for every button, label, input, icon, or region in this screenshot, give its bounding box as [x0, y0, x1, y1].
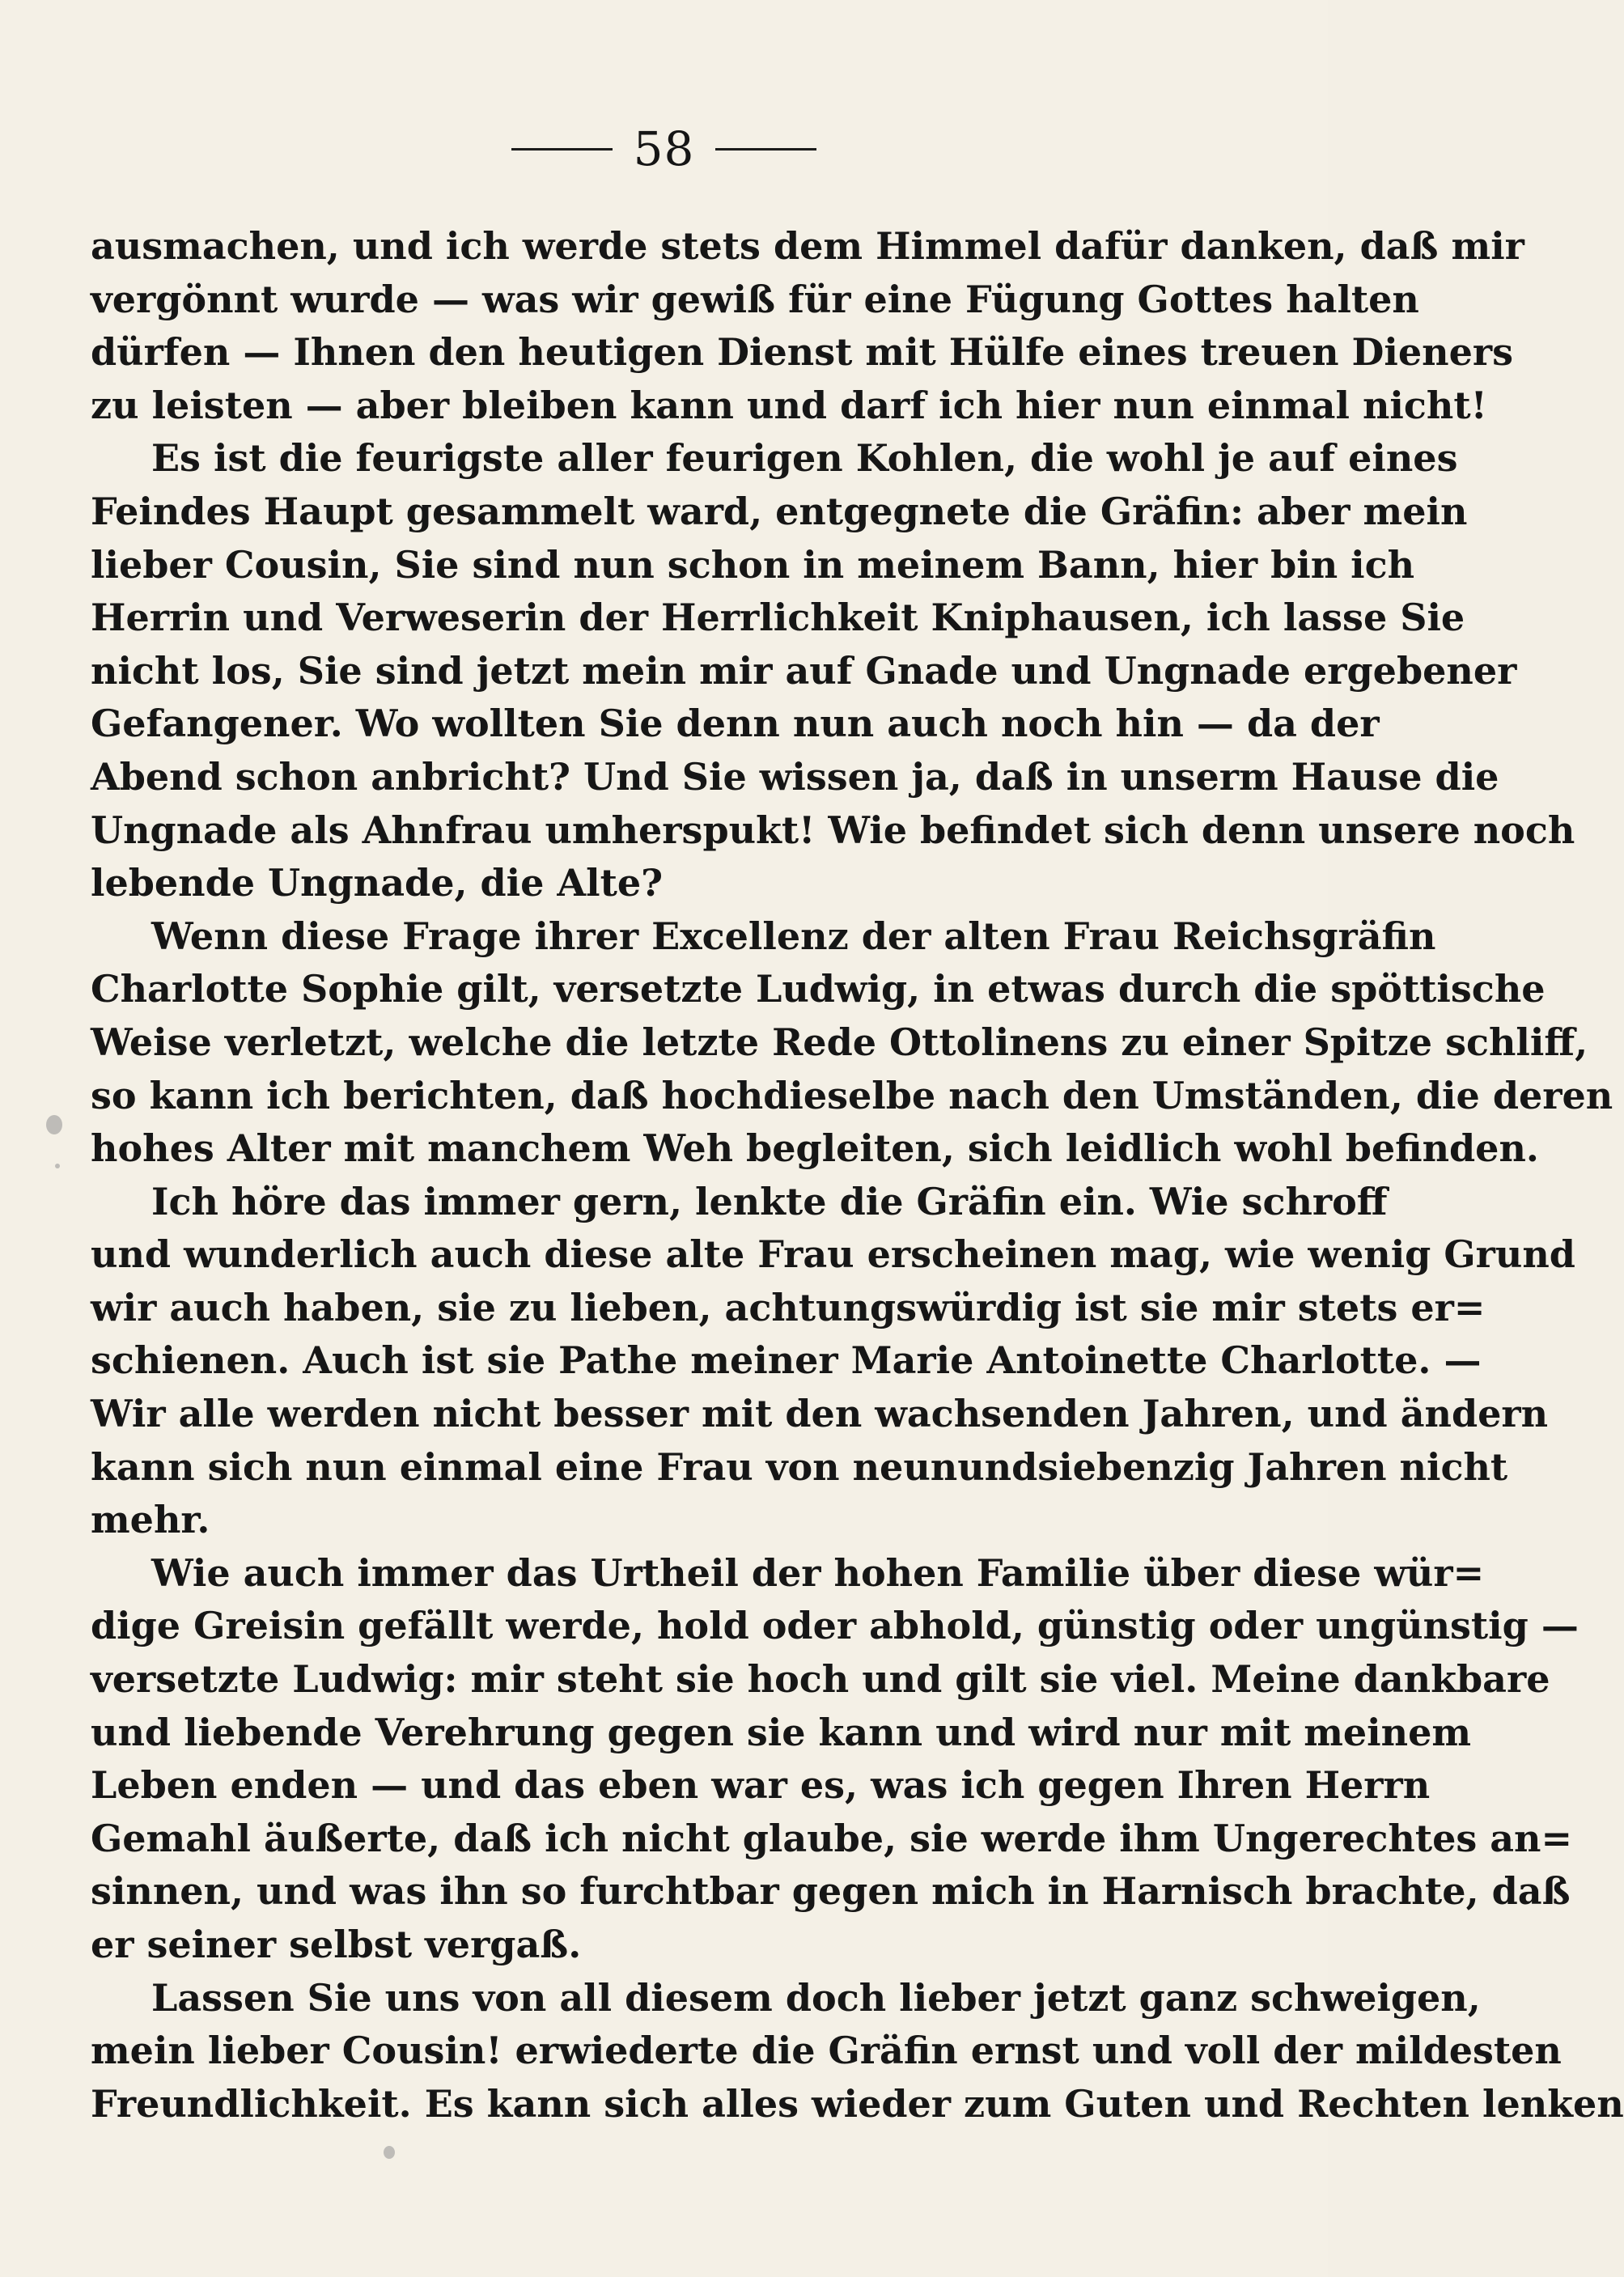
text-line: lieber Cousin, Sie sind nun schon in meinem Bann, hier bin ich	[91, 542, 1415, 587]
text-line: so kann ich berichten, daß hochdieselbe nach den Umständen, die deren	[91, 1073, 1613, 1117]
text-line: Freundlichkeit. Es kann sich alles wieder zum Guten und Rechten lenken	[91, 2081, 1624, 2126]
text-line: schienen. Auch ist sie Pathe meiner Marie Antoinette Charlotte. —	[91, 1338, 1482, 1383]
paragraph	[91, 432, 1575, 910]
text-line: hohes Alter mit manchem Weh begleiten, sich leidlich wohl befinden.	[91, 1126, 1539, 1171]
paragraph	[91, 1547, 1579, 1972]
text-line: und wunderlich auch diese alte Frau erscheinen mag, wie wenig Grund	[91, 1232, 1575, 1277]
paragraph	[91, 1972, 1624, 2131]
text-line: Gemahl äußerte, daß ich nicht glaube, sie werde ihm Ungerechtes an=	[91, 1816, 1573, 1860]
header-rule-right	[715, 148, 816, 151]
text-line: sinnen, und was ihn so furchtbar gegen mich in Harnisch brachte, daß	[91, 1869, 1571, 1914]
page-number: 58	[633, 121, 695, 176]
text-line: dige Greisin gefällt werde, hold oder abhold, günstig oder ungünstig —	[91, 1604, 1579, 1648]
text-line: Lassen Sie uns von all diesem doch lieber jetzt ganz schweigen,	[151, 1975, 1481, 2020]
text-line: Wie auch immer das Urtheil der hohen Familie über diese wür=	[151, 1550, 1485, 1595]
text-line: vergönnt wurde — was wir gewiß für eine Fügung Gottes halten	[91, 277, 1419, 321]
text-line: Gefangener. Wo wollten Sie denn nun auch noch hin — da der	[91, 702, 1380, 746]
text-line: versetzte Ludwig: mir steht sie hoch und gilt sie viel. Meine dankbare	[91, 1657, 1550, 1702]
text-line: Es ist die feurigste aller feurigen Kohlen, die wohl je auf eines	[151, 436, 1458, 481]
text-line: Weise verletzt, welche die letzte Rede Ottolinens zu einer Spitze schliff,	[91, 1020, 1588, 1064]
scan-speck	[384, 2146, 395, 2159]
text-line: dürfen — Ihnen den heutigen Dienst mit Hülfe eines treuen Dieners	[91, 330, 1514, 375]
text-line: wir auch haben, sie zu lieben, achtungswürdig ist sie mir stets er=	[91, 1285, 1486, 1329]
text-line: mehr.	[91, 1498, 210, 1542]
text-line: zu leisten — aber bleiben kann und darf ich hier nun einmal nicht!	[91, 383, 1487, 427]
scan-speck	[55, 1164, 60, 1168]
paragraph	[91, 910, 1613, 1176]
page-header	[0, 121, 1328, 178]
text-line: nicht los, Sie sind jetzt mein mir auf Gnade und Ungnade ergebener	[91, 648, 1517, 693]
text-line: Ich höre das immer gern, lenkte die Gräfin ein. Wie schroff	[151, 1179, 1388, 1223]
text-line: Leben enden — und das eben war es, was ich gegen Ihren Herrn	[91, 1763, 1431, 1808]
text-line: Herrin und Verweserin der Herrlichkeit Kniphausen, ich lasse Sie	[91, 596, 1465, 640]
page-body-text	[91, 220, 1624, 2131]
text-line: lebende Ungnade, die Alte?	[91, 861, 664, 905]
scan-speck	[46, 1115, 62, 1134]
text-line: mein lieber Cousin! erwiederte die Gräfin ernst und voll der mildesten	[91, 2029, 1562, 2073]
text-line: Feindes Haupt gesammelt ward, entgegnete die Gräfin: aber mein	[91, 489, 1468, 533]
text-line: er seiner selbst vergaß.	[91, 1923, 582, 1966]
paragraph	[91, 1176, 1575, 1547]
text-line: und liebende Verehrung gegen sie kann und wird nur mit meinem	[91, 1710, 1472, 1754]
text-line: kann sich nun einmal eine Frau von neunundsiebenzig Jahren nicht	[91, 1444, 1508, 1489]
text-line: ausmachen, und ich werde stets dem Himmel dafür danken, daß mir	[91, 224, 1524, 268]
text-line: Wir alle werden nicht besser mit den wachsenden Jahren, und ändern	[91, 1392, 1549, 1436]
text-line: Wenn diese Frage ihrer Excellenz der alten Frau Reichsgräfin	[151, 914, 1436, 958]
text-line: Charlotte Sophie gilt, versetzte Ludwig, in etwas durch die spöttische	[91, 967, 1546, 1011]
text-line: Abend schon anbricht? Und Sie wissen ja, daß in unserm Hause die	[91, 754, 1499, 799]
paragraph	[91, 220, 1524, 432]
text-line: Ungnade als Ahnfrau umherspukt! Wie befindet sich denn unsere noch	[91, 808, 1575, 852]
header-rule-left	[511, 148, 613, 151]
